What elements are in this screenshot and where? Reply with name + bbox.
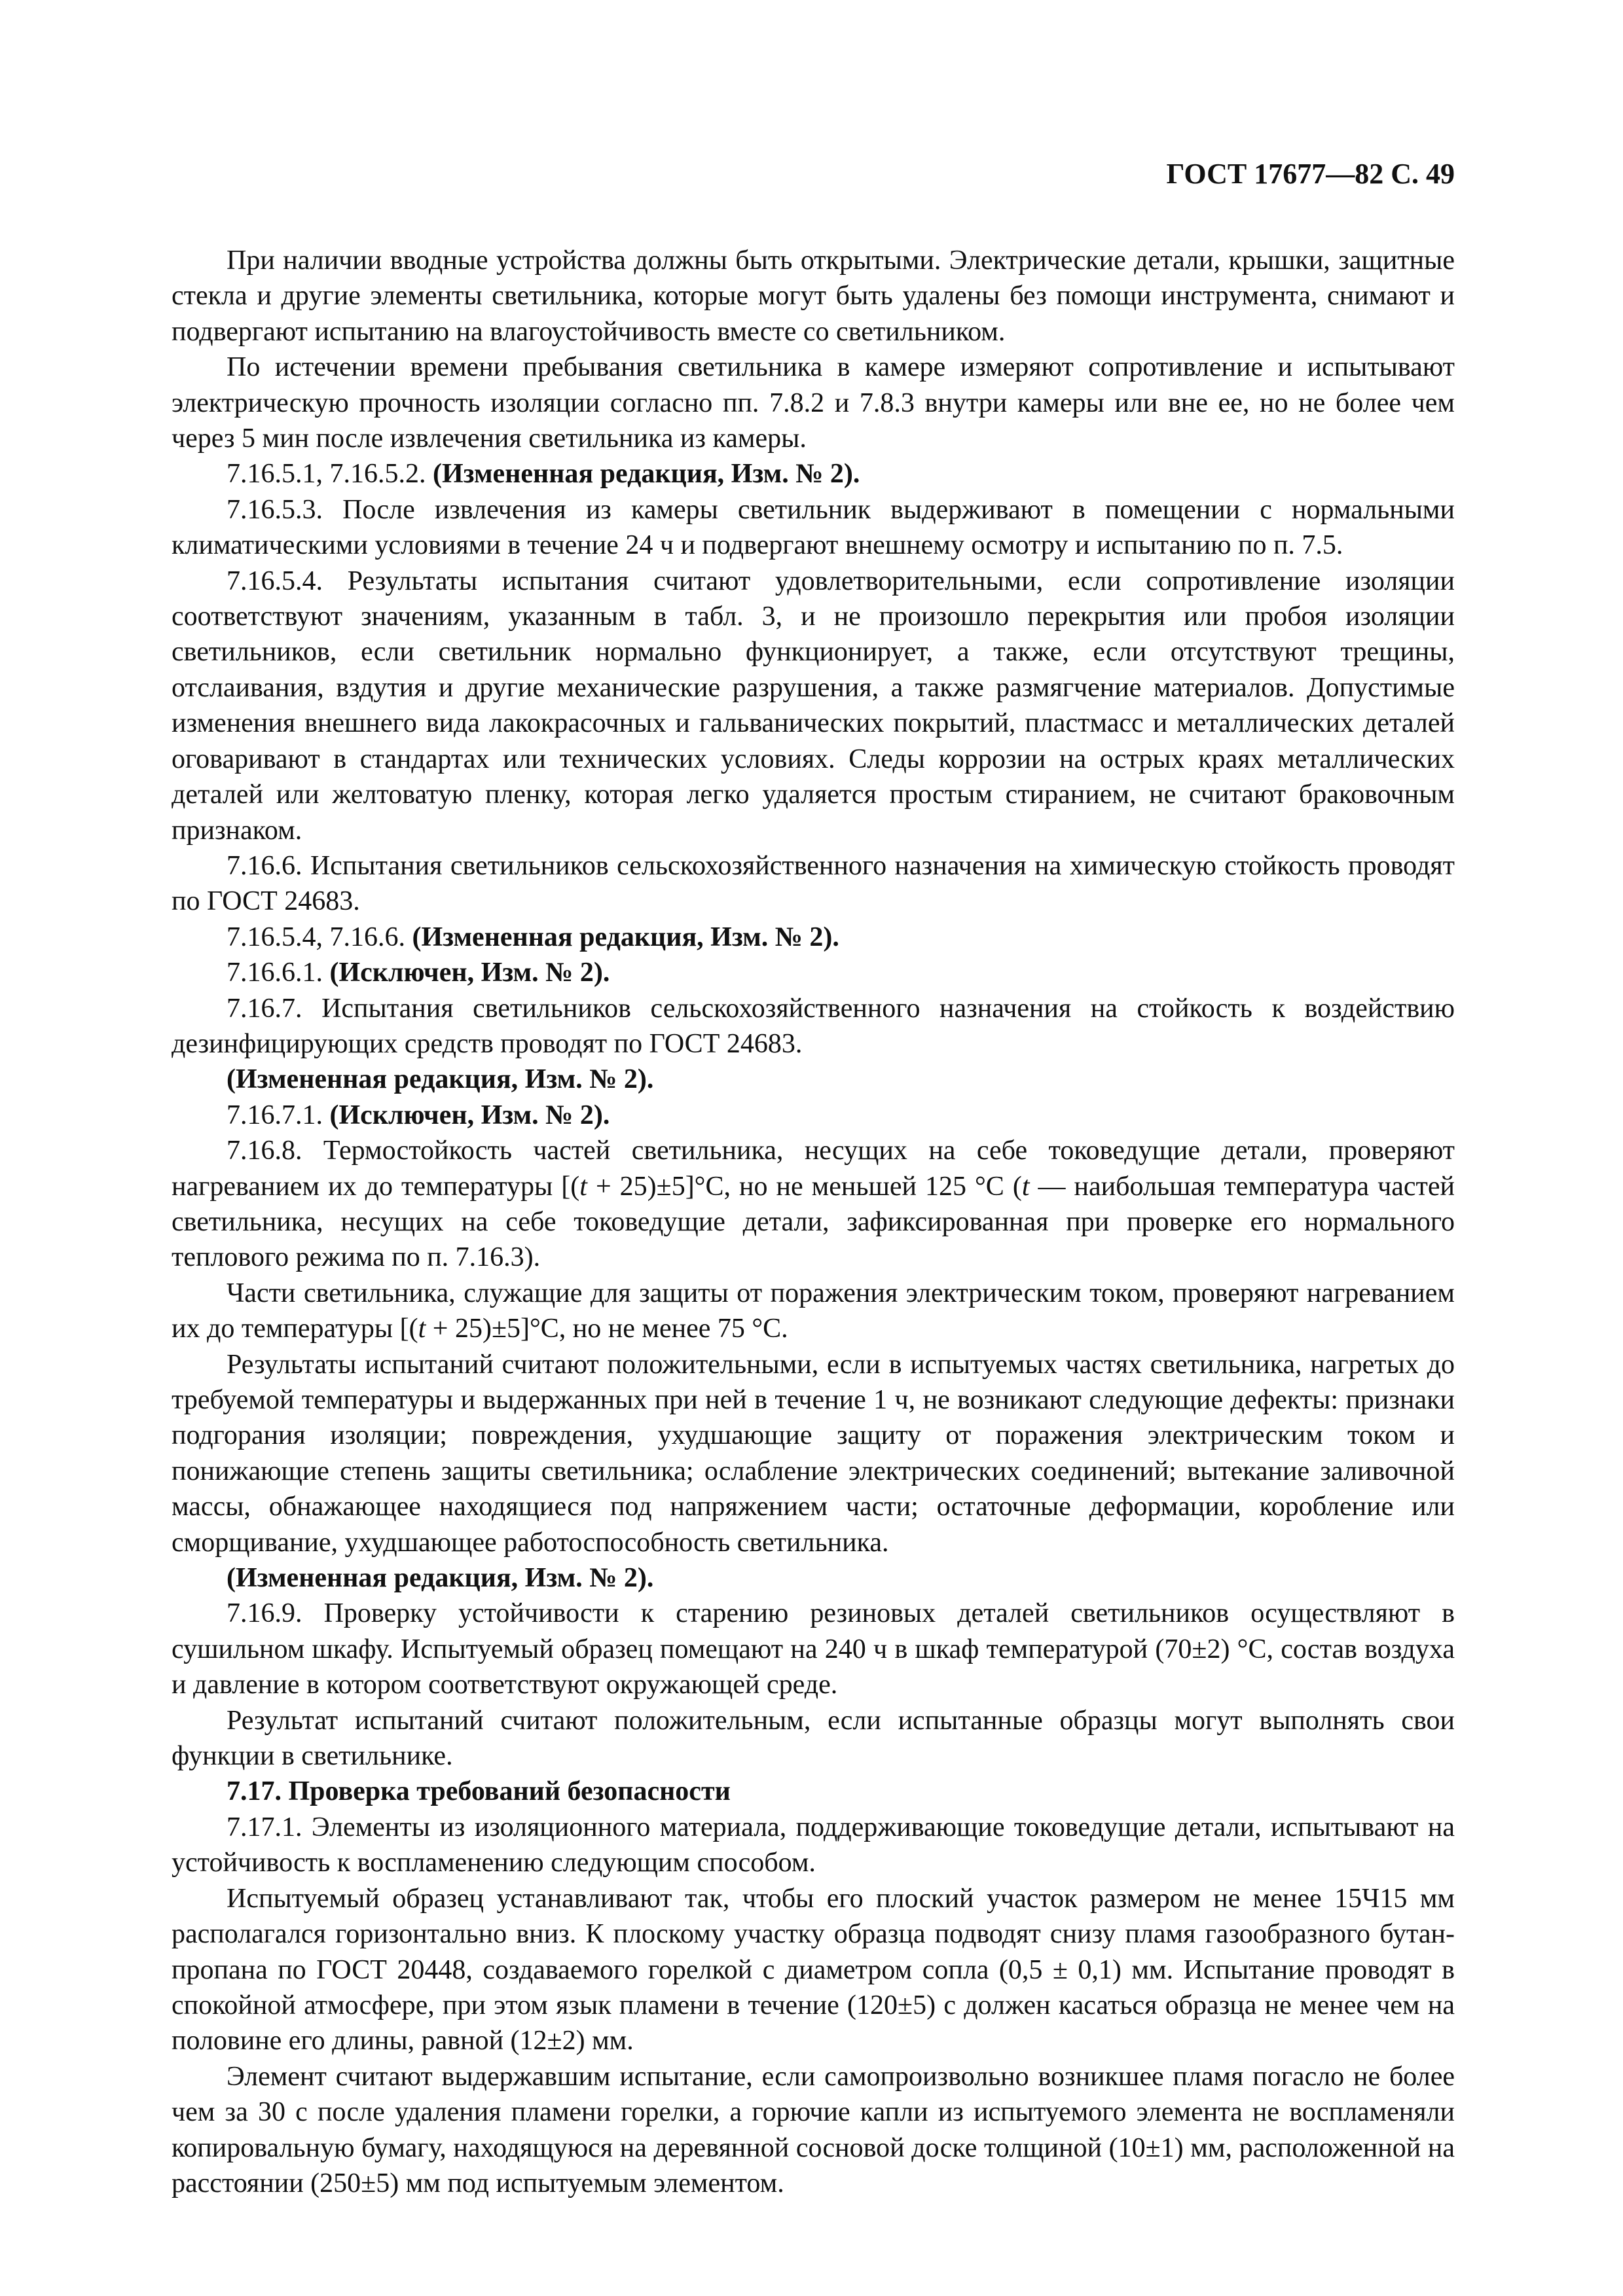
amendment-note: (Измененная редакция, Изм. № 2). <box>227 1064 654 1095</box>
paragraph: При наличии вводные устройства должны быть открытыми. Электрические детали, крышки, защитные стекла и другие элементы светильника, которые могут быть удалены без помощи инструмента, снимают и подвергают испытанию на влагоустойчивость вместе со светильником. <box>172 245 1455 347</box>
page-header: ГОСТ 17677—82 С. 49 <box>1166 158 1455 190</box>
amendment-note <box>172 920 1455 955</box>
paragraph: 7.16.9. Проверку устойчивости к старению резиновых деталей светильников осуществляют в сушильном шкафу. Испытуемый образец помещают на 240 ч в шкаф температурой (70±2) °С, состав воздуха и давление в котором соответствуют окружающей среде. <box>172 1598 1455 1700</box>
amendment-note <box>172 456 1455 492</box>
paragraph: 7.16.6. Испытания светильников сельскохозяйственного назначения на химическую стойкость проводят по ГОСТ 24683. <box>172 850 1455 917</box>
excluded-note <box>172 1098 1455 1133</box>
section-heading: 7.17. Проверка требований безопасности <box>227 1776 731 1807</box>
excluded-note <box>172 955 1455 990</box>
excluded-text: (Исключен, Изм. № 2). <box>329 1100 610 1130</box>
paragraph: Результат испытаний считают положительным, если испытанные образцы могут выполнять свои функции в светильнике. <box>172 1705 1455 1772</box>
text-run: + 25)±5]°С, но не менее 75 °С. <box>426 1314 788 1344</box>
text-run: Части светильника, служащие для защиты от поражения электрическим током, проверяют нагреванием их до температуры [( <box>172 1278 1455 1344</box>
amendment-note: (Измененная редакция, Изм. № 2). <box>227 1563 654 1594</box>
clause-number: 7.16.6.1. <box>227 958 323 988</box>
variable-t: t <box>1021 1171 1030 1202</box>
document-page <box>172 0 1455 2296</box>
paragraph: По истечении времени пребывания светильника в камере измеряют сопротивление и испытывают электрическую прочность изоляции согласно пп. 7.8.2 и 7.8.3 внутри камеры или вне ее, но не более чем через 5 мин после извлечения светильника из камеры. <box>172 352 1455 454</box>
text-run: + 25)±5]°С, но не меньшей 125 °С ( <box>587 1171 1022 1202</box>
paragraph: Результаты испытаний считают положительными, если в испытуемых частях светильника, нагретых до требуемой температуры и выдержанных при ней в течение 1 ч, не возникают следующие дефекты: признаки подгорания изоляции; повреждения, ухудшающие защиту от поражения электрическим током и понижающие степень защиты светильника; ослабление электрических соединений; вытекание заливочной массы, обнажающее находящиеся под напряжением части; остаточные деформации, коробление или сморщивание, ухудшающее работоспособность светильника. <box>172 1349 1455 1558</box>
variable-t: t <box>418 1314 426 1344</box>
paragraph: 7.16.5.3. После извлечения из камеры светильник выдерживают в помещении с нормальными климатическими условиями в течение 24 ч и подвергают внешнему осмотру и испытанию по п. 7.5. <box>172 494 1455 561</box>
paragraph: 7.16.7. Испытания светильников сельскохозяйственного назначения на стойкость к воздействию дезинфицирующих средств проводят по ГОСТ 24683. <box>172 993 1455 1059</box>
clause-number: 7.16.7.1. <box>227 1100 323 1130</box>
paragraph: 7.16.5.4. Результаты испытания считают удовлетворительными, если сопротивление изоляции соответствуют значениям, указанным в табл. 3, и не произошло перекрытия или пробоя изоляции светильников, если светильник нормально функционирует, а также, если отсутствуют трещины, отслаивания, вздутия и другие механические разрушения, а также размягчение материалов. Допустимые изменения внешнего вида лакокрасочных и гальванических покрытий, пластмасс и металлических деталей оговаривают в стандартах или технических условиях. Следы коррозии на острых краях металлических деталей или желтоватую пленку, которая легко удаляется простым стиранием, не считают браковочным признаком. <box>172 565 1455 846</box>
paragraph: 7.17.1. Элементы из изоляционного материала, поддерживающие токоведущие детали, испытывают на устойчивость к воспламенению следующим способом. <box>172 1812 1455 1878</box>
amendment-text: (Измененная редакция, Изм. № 2). <box>433 459 860 490</box>
paragraph: Элемент считают выдержавшим испытание, если самопроизвольно возникшее пламя погасло не более чем за 30 с после удаления пламени горелки, а горючие капли из испытуемого элемента не воспламеняли копировальную бумагу, находящуюся на деревянной сосновой доске толщиной (10±1) мм, расположенной на расстоянии (250±5) мм под испытуемым элементом. <box>172 2061 1455 2198</box>
paragraph <box>172 1276 1455 1347</box>
text-run: — наибольшая температура частей светильника, несущих на себе токоведущие детали, зафиксированная при проверке его нормального теплового режима по п. 7.16.3). <box>172 1171 1455 1273</box>
paragraph: Испытуемый образец устанавливают так, чтобы его плоский участок размером не менее 15Ч15 мм располагался горизонтально вниз. К плоскому участку образца подводят снизу пламя газообразного бутан-пропана по ГОСТ 20448, создаваемого горелкой с диаметром сопла (0,5 ± 0,1) мм. Испытание проводят в спокойной атмосфере, при этом язык пламени в течение (120±5) с должен касаться образца не менее чем на половине его длины, равной (12±2) мм. <box>172 1883 1455 2056</box>
variable-t: t <box>579 1171 587 1202</box>
excluded-text: (Исключен, Изм. № 2). <box>329 958 610 988</box>
amendment-text: (Измененная редакция, Изм. № 2). <box>412 922 839 952</box>
clause-number: 7.16.5.4, 7.16.6. <box>227 922 405 952</box>
paragraph <box>172 1133 1455 1276</box>
text-run: 7.16.8. Термостойкость частей светильника, несущих на себе токоведущие детали, проверяют нагреванием их до температуры [( <box>172 1136 1455 1202</box>
document-body <box>172 243 1455 2201</box>
clause-number: 7.16.5.1, 7.16.5.2. <box>227 459 426 490</box>
